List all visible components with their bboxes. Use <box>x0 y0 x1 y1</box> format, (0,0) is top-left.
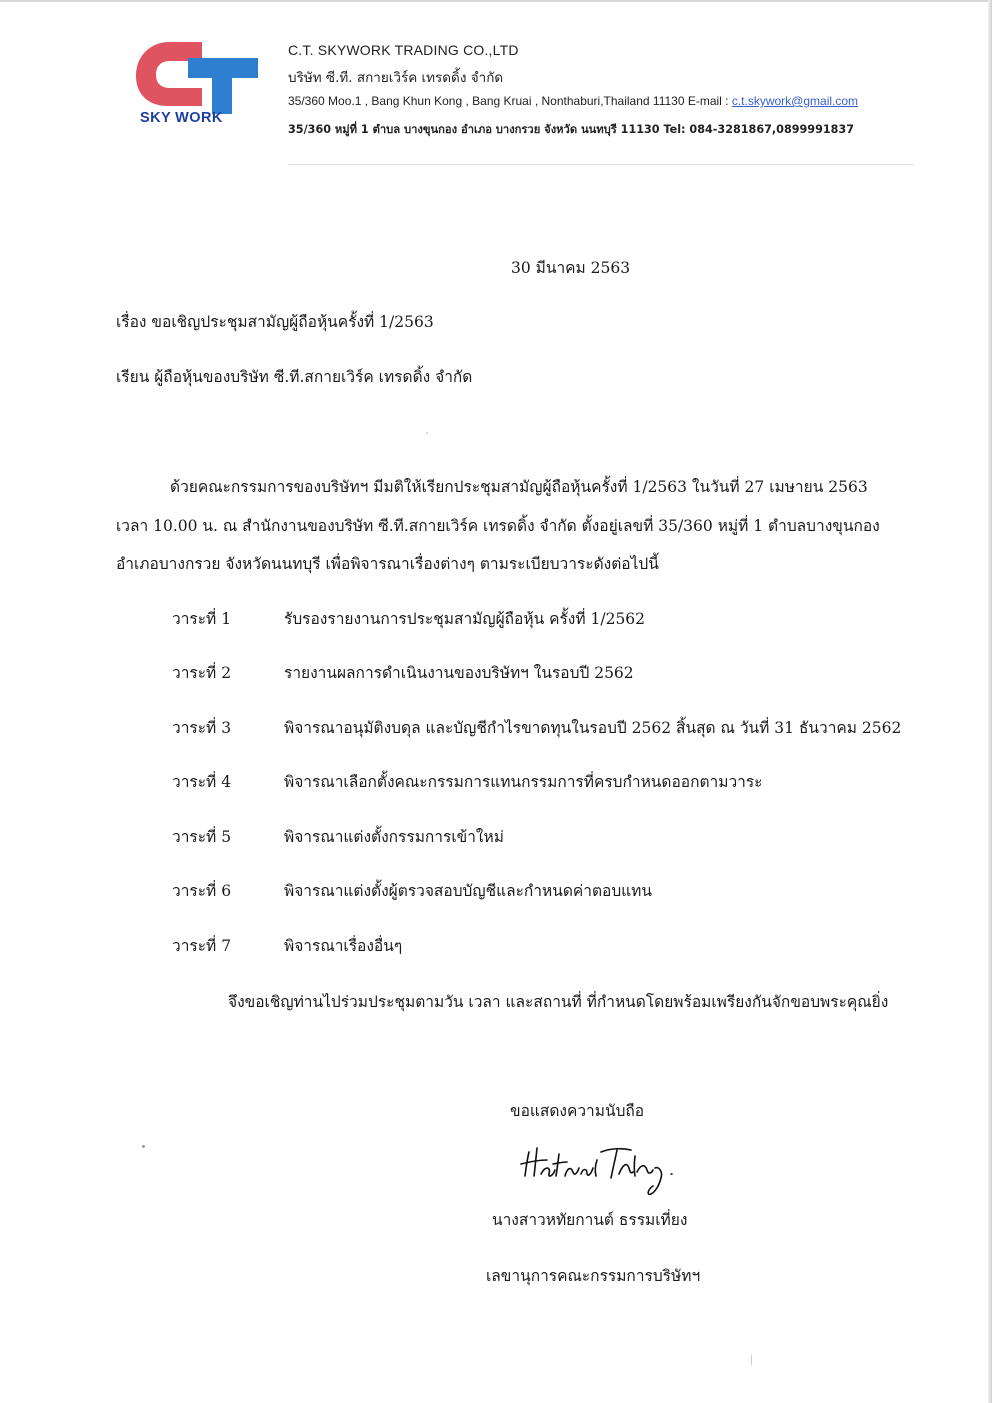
body-line-1: ด้วยคณะกรรมการของบริษัทฯ มีมติให้เรียกประชุมสามัญผู้ถือหุ้นครั้งที่ 1/2563 ในวันที่ 27 เมษายน 2563 <box>170 478 868 496</box>
agenda-number: วาระที่ 3 <box>172 719 232 737</box>
agenda-number: วาระที่ 1 <box>172 610 232 628</box>
scan-top-edge <box>0 0 992 2</box>
scan-speck <box>426 432 428 434</box>
agenda-number: วาระที่ 4 <box>172 773 232 791</box>
signer-position: เลขานุการคณะกรรมการบริษัทฯ <box>486 1267 701 1285</box>
scan-right-edge <box>988 0 992 1403</box>
agenda-number: วาระที่ 6 <box>172 882 232 900</box>
closing-sentence: จึงขอเชิญท่านไปร่วมประชุมตามวัน เวลา และสถานที่ ที่กำหนดโดยพร้อมเพรียงกันจักขอบพระคุณยิ่ง <box>228 993 889 1011</box>
company-logo <box>132 36 262 128</box>
body-line-3: อำเภอบางกรวย จังหวัดนนทบุรี เพื่อพิจารณาเรื่องต่างๆ ตามระเบียบวาระดังต่อไปนี้ <box>116 555 659 573</box>
signature-graphic <box>515 1138 690 1200</box>
letterhead-block <box>288 42 858 137</box>
agenda-item: รับรองรายงานการประชุมสามัญผู้ถือหุ้น ครั้งที่ 1/2562 <box>284 610 646 628</box>
address-en <box>288 94 858 111</box>
agenda-item: พิจารณาอนุมัติงบดุล และบัญชีกำไรขาดทุนในรอบปี 2562 สิ้นสุด ณ วันที่ 31 ธันวาคม 2562 <box>284 719 902 737</box>
agenda-number: วาระที่ 2 <box>172 664 232 682</box>
agenda-item: พิจารณาเรื่องอื่นๆ <box>284 937 403 955</box>
header-divider <box>288 164 914 165</box>
regards-line: ขอแสดงความนับถือ <box>510 1102 645 1120</box>
email-link[interactable]: c.t.skywork@gmail.com <box>731 94 859 108</box>
agenda-item: พิจารณาแต่งตั้งผู้ตรวจสอบบัญชีและกำหนดค่าตอบแทน <box>284 882 652 900</box>
logo-text: SKY WORK <box>140 110 223 126</box>
letter-subject: เรื่อง ขอเชิญประชุมสามัญผู้ถือหุ้นครั้งที่ 1/2563 <box>116 313 434 331</box>
scan-speck <box>142 1145 145 1148</box>
agenda-item: พิจารณาเลือกตั้งคณะกรรมการแทนกรรมการที่ครบกำหนดออกตามวาระ <box>284 773 763 791</box>
letter-date: 30 มีนาคม 2563 <box>511 259 631 277</box>
scan-speck <box>751 1355 752 1365</box>
handwritten-signature <box>515 1138 690 1200</box>
company-name-th: บริษัท ซี.ที. สกายเวิร์ค เทรดดิ้ง จำกัด <box>288 70 504 86</box>
body-line-2: เวลา 10.00 น. ณ สำนักงานของบริษัท ซี.ที.สกายเวิร์ค เทรดดิ้ง จำกัด ตั้งอยู่เลขที่ 35/360 หมู่ที่ 1 ตำบลบางขุนกอง <box>116 517 880 535</box>
letter-recipient: เรียน ผู้ถือหุ้นของบริษัท ซี.ที.สกายเวิร์ค เทรดดิ้ง จำกัด <box>116 368 473 386</box>
address-en-text: 35/360 Moo.1 , Bang Khun Kong , Bang Kruai , Nonthaburi,Thailand 11130 E-mail : <box>288 94 732 108</box>
agenda-number: วาระที่ 5 <box>172 828 232 846</box>
ct-logo-graphic <box>132 36 262 128</box>
company-name-en: C.T. SKYWORK TRADING CO.,LTD <box>288 42 519 58</box>
address-th: 35/360 หมู่ที่ 1 ตำบล บางขุนกอง อำเภอ บางกรวย จังหวัด นนทบุรี 11130 Tel: 084-3281867,0899991837 <box>288 123 855 136</box>
signer-name: นางสาวหทัยกานต์ ธรรมเที่ยง <box>492 1211 688 1229</box>
agenda-item: รายงานผลการดำเนินงานของบริษัทฯ ในรอบปี 2562 <box>284 664 634 682</box>
agenda-item: พิจารณาแต่งตั้งกรรมการเข้าใหม่ <box>284 828 504 846</box>
agenda-number: วาระที่ 7 <box>172 937 232 955</box>
